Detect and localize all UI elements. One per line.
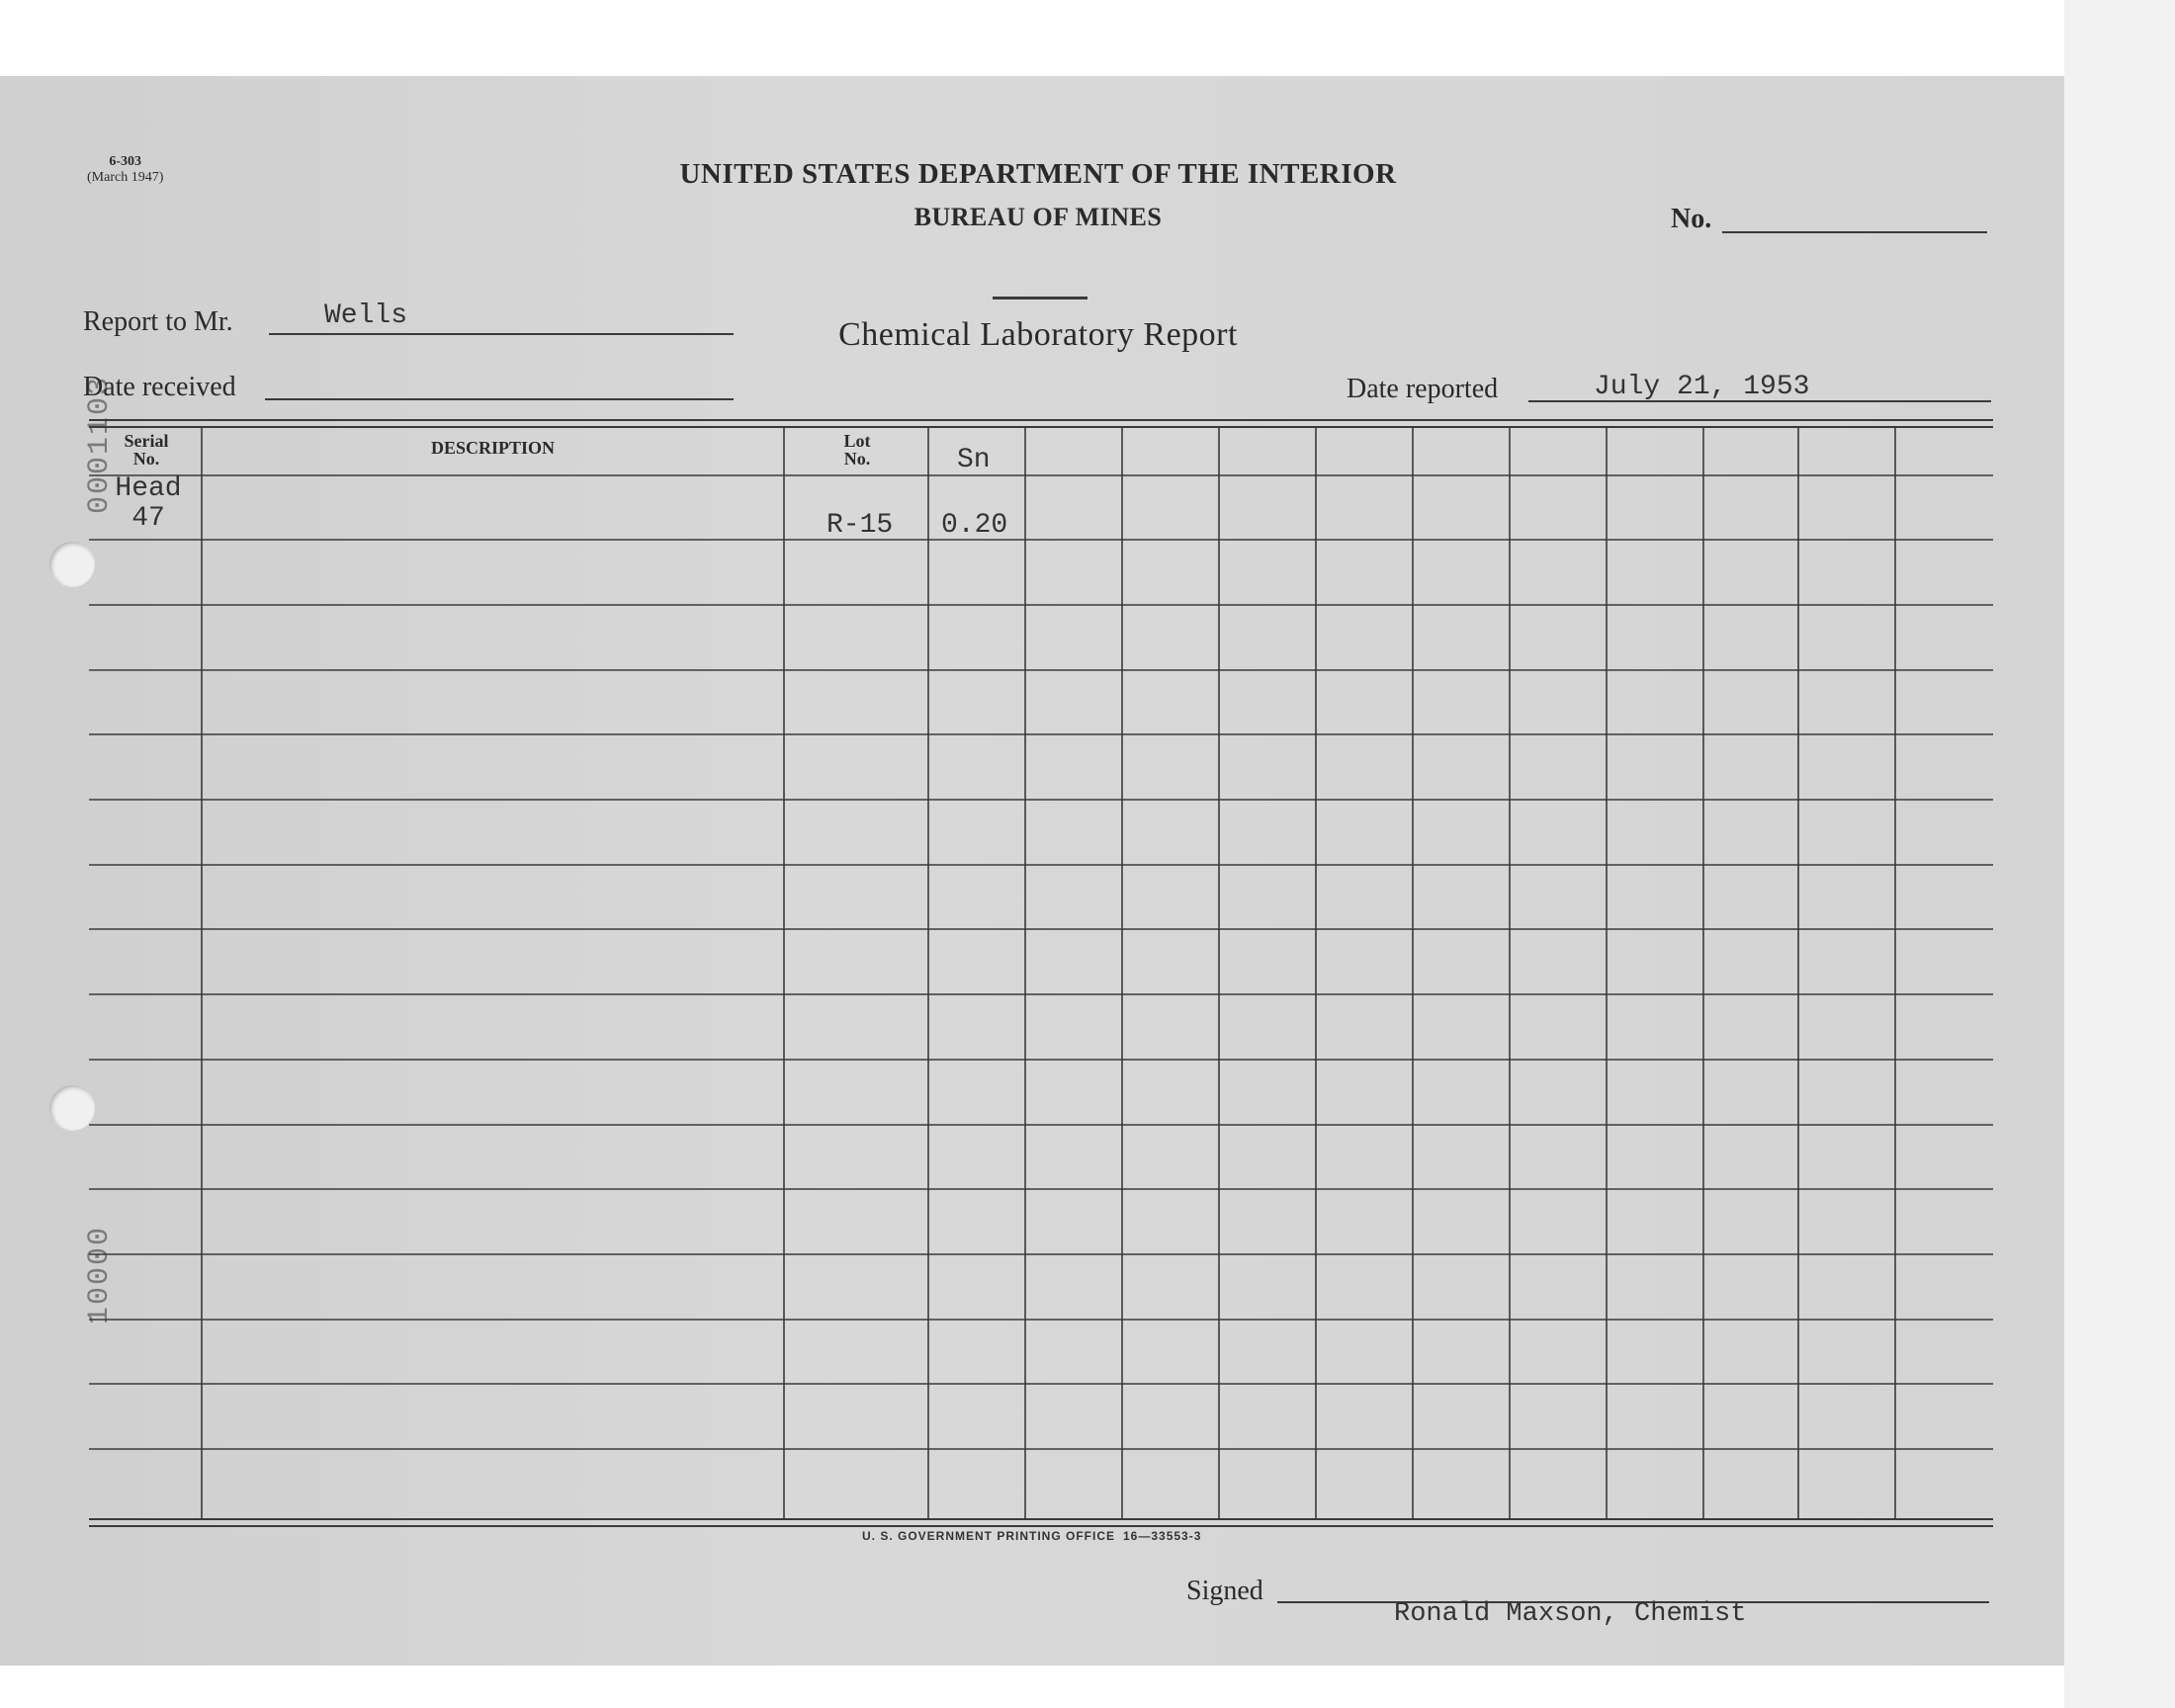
report-number-label: No. [1671,204,1712,234]
signer-name: Ronald Maxson, Chemist [1394,1599,1747,1629]
row-lot: R-15 [826,510,894,541]
date-received-label: Date received [83,372,236,402]
row-sn-value: 0.20 [941,510,1008,541]
bureau-name: BUREAU OF MINES [914,203,1163,231]
signed-label: Signed [1186,1576,1263,1606]
date-reported-label: Date reported [1347,374,1499,404]
header-element-sn: Sn [957,445,991,475]
report-title: Chemical Laboratory Report [838,316,1238,353]
header-serial-no: Serial No. [124,431,169,469]
side-stamp-lower: 10000 [83,1225,117,1324]
date-reported-value: July 21, 1953 [1594,372,1810,402]
report-to-value: Wells [324,300,408,331]
print-code: 16—33553-3 [1123,1529,1202,1543]
side-stamp-upper: 0001103 [83,375,117,514]
form-number: 6-303 (March 1947) [87,154,164,185]
header-lot-no: Lot No. [843,431,871,469]
row-serial: Head 47 [115,473,182,534]
printing-office: U. S. GOVERNMENT PRINTING OFFICE [862,1529,1116,1543]
header-description: DESCRIPTION [430,438,556,458]
report-to-label: Report to Mr. [83,306,233,337]
agency-name: UNITED STATES DEPARTMENT OF THE INTERIOR [679,158,1397,190]
